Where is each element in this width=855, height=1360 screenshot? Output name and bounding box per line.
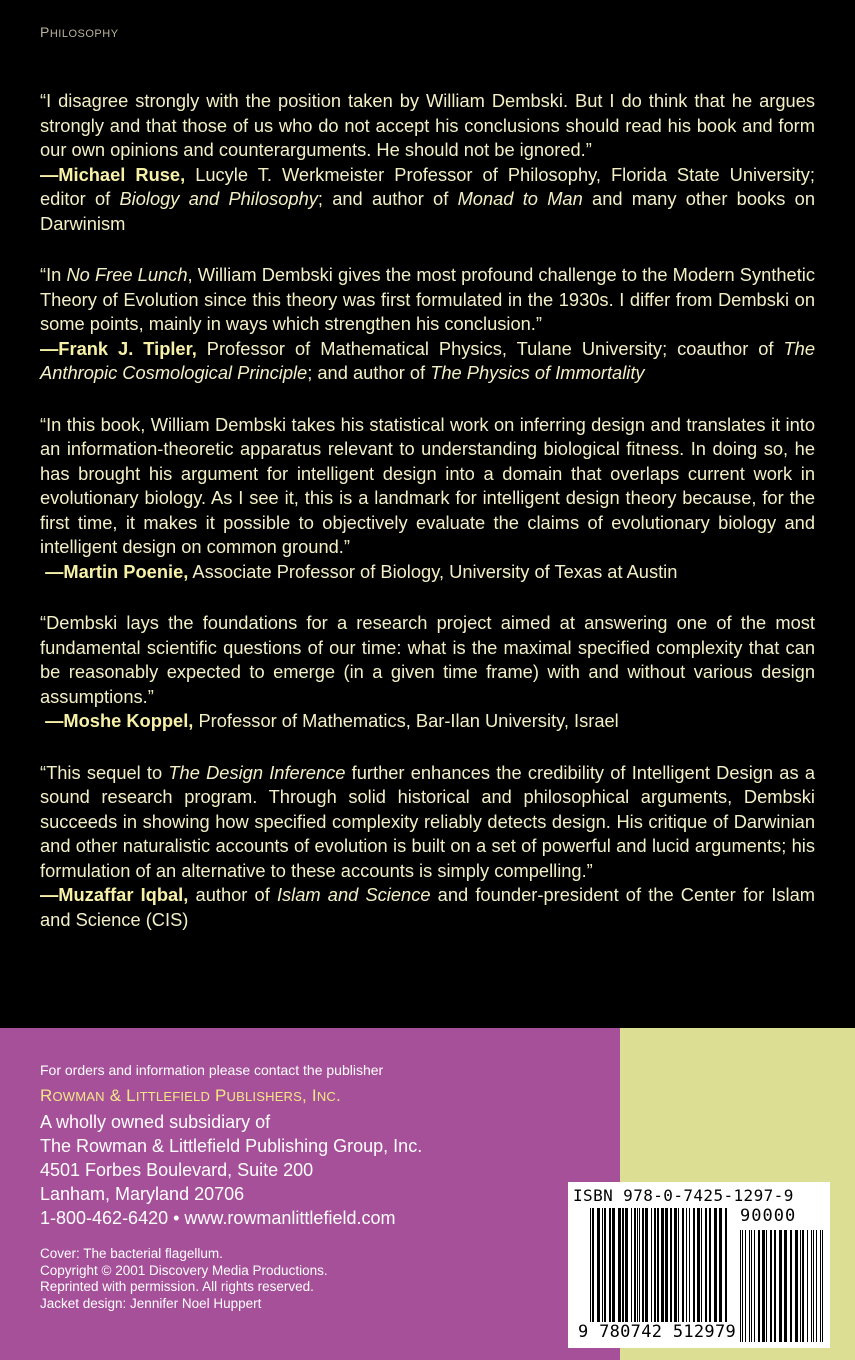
subsidiary-line: A wholly owned subsidiary of (40, 1112, 271, 1132)
barcode-bar (645, 1208, 648, 1322)
jacket-design-credit: Jacket design: Jennifer Noel Huppert (40, 1295, 262, 1311)
barcode-bar (657, 1208, 659, 1322)
attribution: —Muzaffar Iqbal, author of Islam and Science and founder-president of the Center for Islam and Science (CIS) (40, 884, 816, 930)
attribution: —Martin Poenie, Associate Professor of Biology, University of Texas at Austin (45, 560, 678, 582)
addon-bar (822, 1230, 823, 1342)
barcode-bar (634, 1208, 636, 1322)
attribution: —Frank J. Tipler, Professor of Mathematical Physics, Tulane University; coauthor of The Anthropic Cosmological Principle; and author of The Physics of Immortality (40, 337, 816, 383)
endorser-name: —Moshe Koppel, (45, 710, 194, 731)
barcode-bar (597, 1208, 600, 1322)
barcode-bar (622, 1208, 624, 1322)
barcode-bar (678, 1208, 679, 1322)
barcode-bar (674, 1208, 677, 1322)
addon-bar (751, 1230, 752, 1342)
addon-bar (779, 1230, 782, 1342)
addon-bar (758, 1230, 760, 1342)
quote-text: “Dembski lays the foundations for a research project aimed at answering one of the most fundamental scientific questions of our time: what is the maximal specified complexity that can be reasonably expected to emerge (in a given time frame) with and without various design assumptions.” (40, 612, 815, 707)
addon-bar (745, 1230, 746, 1342)
addon-bar (784, 1230, 787, 1342)
addon-bar (754, 1230, 755, 1342)
addon-bar (802, 1230, 804, 1342)
publisher-name: ROWMAN & LITTLEFIELD PUBLISHERS, INC. (40, 1086, 341, 1105)
addon-bar (740, 1230, 741, 1342)
quote-text: “In No Free Lunch, William Dembski gives the most profound challenge to the Modern Synthetic Theory of Evolution since this theory was first formulated in the 1930s. I differ from Dembski on some points, mainly in ways which strengthen his conclusion.” (40, 264, 815, 334)
endorser-name: —Muzaffar Iqbal, (40, 884, 189, 905)
isbn-number: ISBN 978-0-7425-1297-9 (573, 1186, 794, 1205)
barcode-bar (602, 1208, 603, 1322)
permission-line: Reprinted with permission. All rights reserved. (40, 1279, 314, 1294)
barcode-bar (682, 1208, 684, 1322)
quote-text: “I disagree strongly with the position taken by William Dembski. But I do think that he argues strongly and that those of us who do not accept his conclusions should read his book and form our own opinions and counterarguments. He should not be ignored.” (40, 90, 815, 160)
barcode-bar (719, 1208, 722, 1322)
addon-bar (800, 1230, 801, 1342)
barcode-bar (697, 1208, 700, 1322)
cover-credits (40, 1246, 328, 1312)
barcode-bar (654, 1208, 656, 1322)
addon-bar (813, 1230, 814, 1342)
barcode-bar (670, 1208, 672, 1322)
barcode-bar (686, 1208, 687, 1322)
addon-bar (820, 1230, 821, 1342)
barcode-bar (612, 1208, 615, 1322)
street-address: 4501 Forbes Boulevard, Suite 200 (40, 1160, 314, 1180)
addon-bar (816, 1230, 817, 1342)
contact-intro: For orders and information please contact the publisher (40, 1062, 384, 1078)
barcode-bar (665, 1208, 668, 1322)
barcode-bar (705, 1208, 707, 1322)
ean-digits: 9 780742 512979 (578, 1322, 737, 1342)
barcode-bar (618, 1208, 621, 1322)
addon-bar (790, 1230, 792, 1342)
barcode-bar (604, 1208, 606, 1322)
phone-and-website: 1-800-462-6420 • www.rowmanlittlefield.com (40, 1208, 396, 1228)
city-address: Lanham, Maryland 20706 (40, 1184, 245, 1204)
addon-bar (742, 1230, 743, 1342)
category-label: PHILOSOPHY (40, 24, 119, 40)
addon-bar (774, 1230, 776, 1342)
barcode-bar (609, 1208, 611, 1322)
endorsement-iqbal (40, 761, 815, 933)
addon-bar (749, 1230, 750, 1342)
addon-bar (770, 1230, 772, 1342)
barcode-bar (661, 1208, 664, 1322)
attribution: —Michael Ruse, Lucyle T. Werkmeister Professor of Philosophy, Florida State University; editor of Biology and Philosophy; and author of Monad to Man and many other books on Darwinism (40, 163, 816, 234)
barcode-bar (590, 1208, 591, 1322)
barcode-bar (639, 1208, 640, 1322)
endorsement-ruse (40, 89, 815, 236)
barcode-bar (642, 1208, 644, 1322)
addon-bar (807, 1230, 808, 1342)
endorsement-tipler (40, 263, 815, 386)
price-addon: 90000 (740, 1206, 797, 1226)
addon-bar (795, 1230, 798, 1342)
group-line: The Rowman & Littlefield Publishing Group, Inc. (40, 1136, 423, 1156)
barcode-bar (631, 1208, 632, 1322)
addon-bar (762, 1230, 765, 1342)
endorser-name: —Michael Ruse, (40, 163, 186, 185)
barcode-bar (689, 1208, 690, 1322)
barcode-bar (637, 1208, 638, 1322)
barcode-bar (725, 1208, 727, 1322)
barcode-bar (625, 1208, 628, 1322)
barcode-bar (714, 1208, 717, 1322)
barcode-bar (701, 1208, 702, 1322)
barcode-bar (592, 1208, 594, 1322)
copyright-line: Copyright © 2001 Discovery Media Productions. (40, 1262, 328, 1278)
cover-credit: Cover: The bacterial flagellum. (40, 1246, 223, 1261)
endorsement-koppel (40, 611, 815, 734)
barcode-bar (693, 1208, 695, 1322)
publisher-contact (40, 1062, 422, 1230)
quote-text: “In this book, William Dembski takes his statistical work on inferring design and translates it into an information-theoretic apparatus relevant to understanding biological fitness. In doing so, he has brought his argument for intelligent design into a domain that overlaps current work in evolutionary biology. As I see it, this is a landmark for intelligent design theory because, for the first time, it makes it possible to objectively evaluate the claims of evolutionary biology and intelligent design on common ground.” (40, 413, 815, 557)
barcode-bar (709, 1208, 711, 1322)
endorsements (40, 89, 815, 959)
addon-bar (766, 1230, 767, 1342)
barcode-bar (651, 1208, 652, 1322)
endorsement-poenie (40, 413, 815, 585)
addon-bar (811, 1230, 812, 1342)
endorser-name: —Martin Poenie, (45, 560, 189, 582)
attribution: —Moshe Koppel, Professor of Mathematics, Bar-Ilan University, Israel (45, 710, 619, 731)
quote-text: “This sequel to The Design Inference further enhances the credibility of Intelligent Design as a sound research program. Through solid historical and philosophical arguments, Dembski succeeds in showing how specified complexity reliably detects design. His critique of Darwinian and other naturalistic accounts of evolution is built on a set of powerful and lucid arguments; his formulation of an alternative to these accounts is simply compelling.” (40, 761, 815, 881)
isbn-barcode (568, 1182, 830, 1348)
endorser-name: —Frank J. Tipler, (40, 337, 197, 359)
